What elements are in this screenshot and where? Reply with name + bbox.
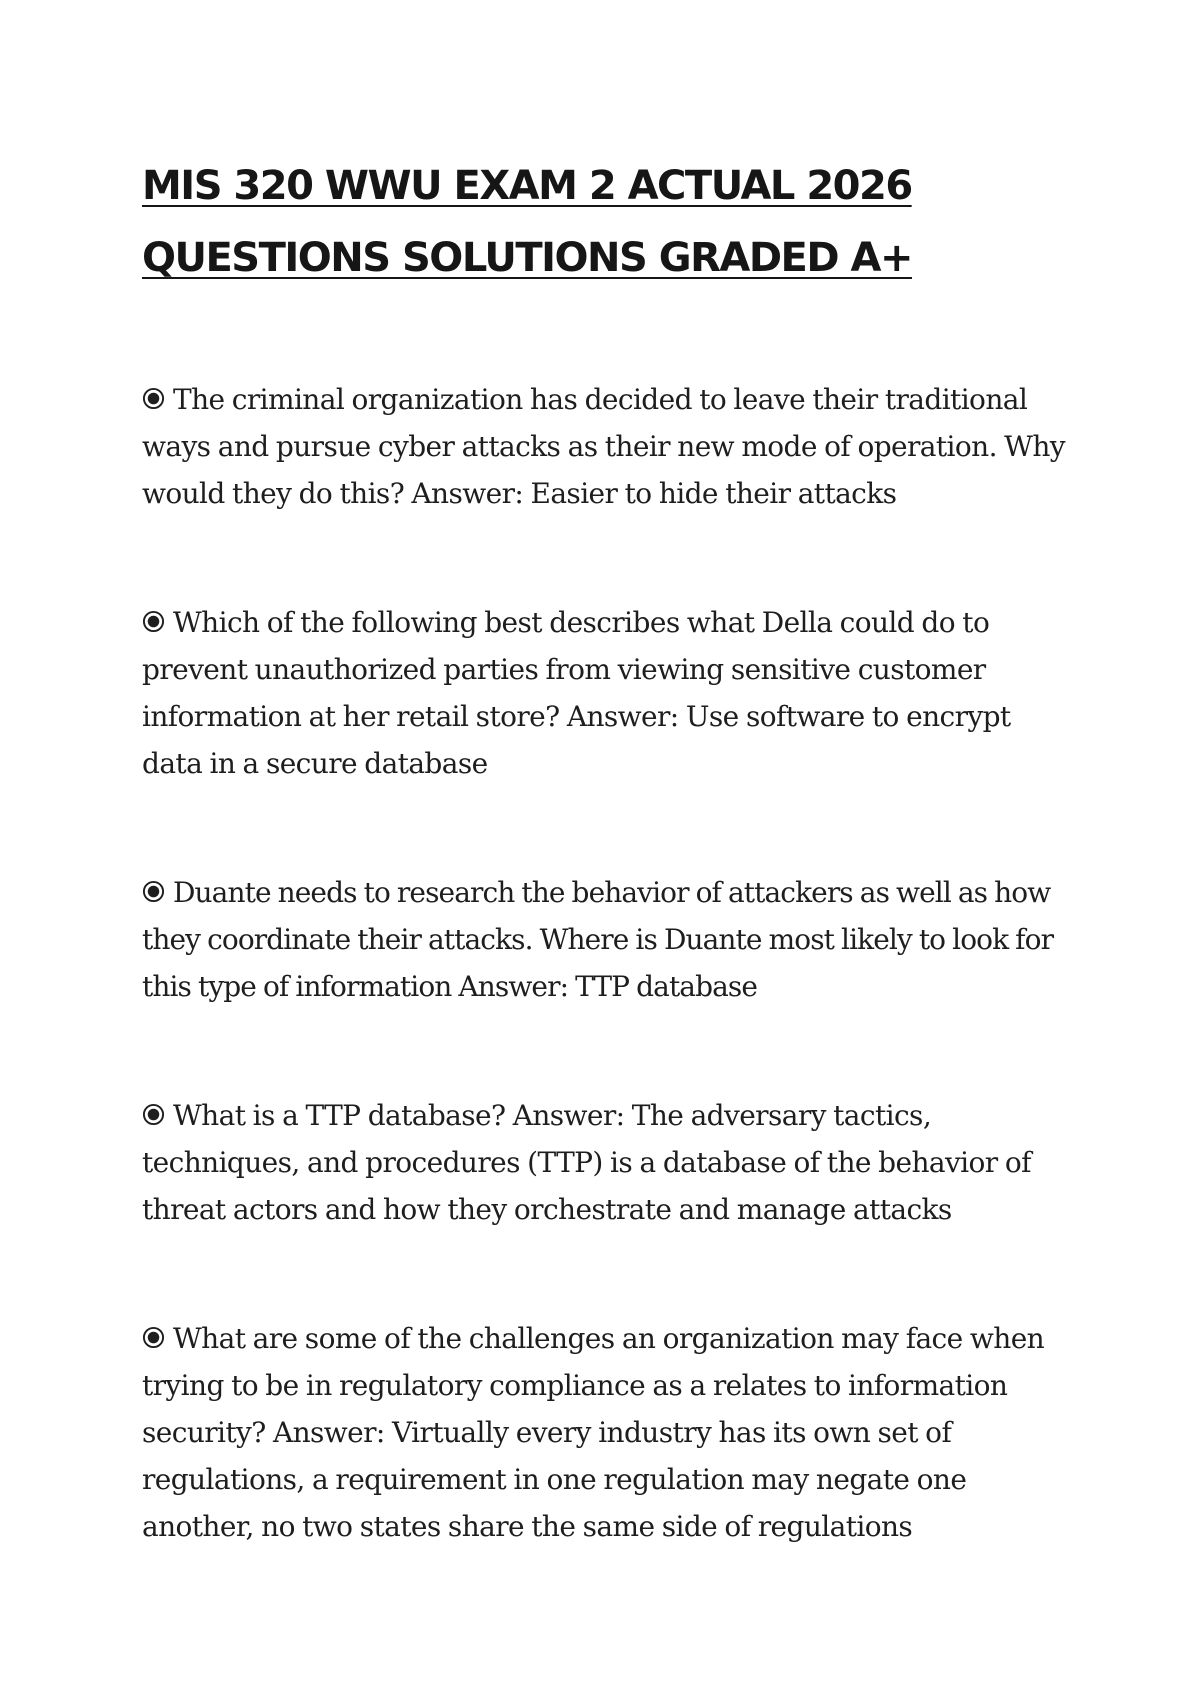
question-list [142,376,1072,1632]
question-item [142,1092,1072,1233]
radio-bullet-icon [142,610,165,633]
question-item [142,599,1072,787]
question-text: Duante needs to research the behavior of attackers as well as how they coordinate their attacks. Where is Duante most likely to look for this type of information Answer: TTP database [142,876,1054,1003]
question-item [142,1315,1072,1550]
radio-bullet-icon [142,880,165,903]
radio-bullet-icon [142,1326,165,1349]
radio-bullet-icon [142,1103,165,1126]
title-line-2: QUESTIONS SOLUTIONS GRADED A+ [142,235,912,281]
question-text: What are some of the challenges an organization may face when trying to be in regulatory compliance as a relates to information security? Answer: Virtually every industry has its own set of regulations, a requirement in one regulation may negate one another, no two states share the same side of regulations [142,1322,1045,1543]
radio-bullet-icon [142,387,165,410]
question-text: The criminal organization has decided to leave their traditional ways and pursue cyber attacks as their new mode of operation. Why would they do this? Answer: Easier to hide their attacks [142,383,1066,510]
question-text: What is a TTP database? Answer: The adversary tactics, techniques, and procedures (TTP) is a database of the behavior of threat actors and how they orchestrate and manage attacks [142,1099,1031,1226]
question-item [142,376,1072,517]
document-title [142,150,1042,294]
question-item [142,869,1072,1010]
question-text: Which of the following best describes what Della could do to prevent unauthorized parties from viewing sensitive customer information at her retail store? Answer: Use software to encrypt data in a secure database [142,606,1011,780]
title-line-1: MIS 320 WWU EXAM 2 ACTUAL 2026 [142,163,912,209]
